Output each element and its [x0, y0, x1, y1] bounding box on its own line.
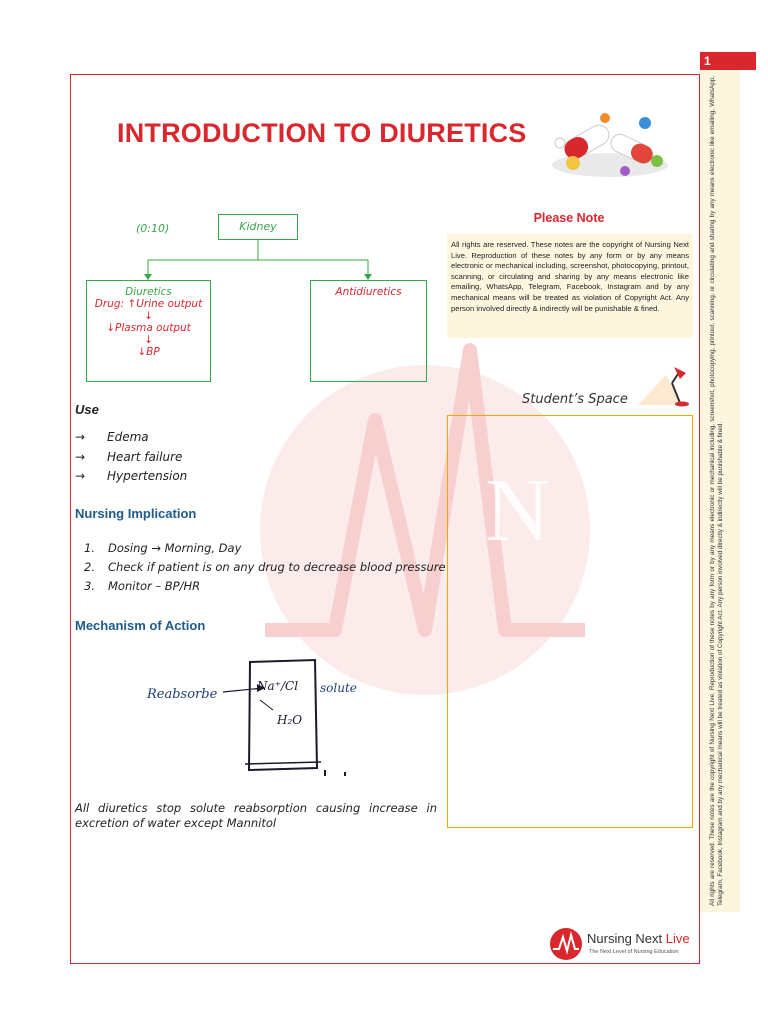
diuretics-line-plasma: ↓Plasma output	[106, 322, 191, 334]
please-note-box: All rights are reserved. These notes are the copyright of Nursing Next Live. Reproduction of these notes by any form or by any means electronic or mechanical including, screenshot, photocopying, printout, scanning, or circulating and sharing by any means electronic like emailing, WhatsApp, Telegram, Facebook, Instagram and by any mechanical means will be treated as violation of Copyright Act. Any person involved directly & indirectly will be punishable & fined.	[447, 234, 693, 338]
sketch-label-ions: Na⁺/Cl	[257, 679, 299, 693]
list-item: 3. Monitor – BP/HR	[84, 579, 201, 593]
list-item: → Heart failure	[75, 450, 187, 470]
diagram-code: (0:10)	[136, 222, 170, 235]
diuretics-line-bp: ↓BP	[137, 346, 160, 358]
nursing-list	[84, 541, 446, 598]
diuretics-line-urine: Drug: ↑Urine output	[94, 298, 203, 310]
logo-wordmark: Nursing Next Live	[587, 931, 690, 946]
use-list	[75, 430, 187, 489]
sketch-label-reabsorb: Reabsorbe	[147, 687, 218, 702]
mechanism-text: All diuretics stop solute reabsorption causing increase in excretion of water except Mannitol	[75, 801, 437, 830]
please-note-heading: Please Note	[533, 211, 605, 225]
page-number: 1	[700, 52, 756, 70]
arrow-icon: →	[75, 430, 86, 444]
kidney-node: Kidney	[218, 214, 298, 240]
list-item: → Edema	[75, 430, 187, 450]
diuretics-node	[86, 280, 211, 382]
list-item: → Hypertension	[75, 469, 187, 489]
use-heading: Use	[75, 402, 99, 417]
sketch-label-solute: solute	[320, 681, 357, 695]
diuretics-arrow-2: ↓	[144, 334, 153, 346]
nursing-next-live-logo-icon	[549, 927, 583, 961]
diuretics-arrow-1: ↓	[144, 310, 153, 322]
pills-image	[545, 103, 675, 183]
sketch-label-water: H₂O	[277, 713, 303, 727]
antidiuretics-heading: Antidiuretics	[335, 286, 402, 298]
mechanism-heading: Mechanism of Action	[75, 618, 206, 633]
diuretics-heading: Diuretics	[125, 286, 172, 298]
page-title: INTRODUCTION TO DIURETICS	[117, 118, 527, 148]
list-item: 2. Check if patient is on any drug to decrease blood pressure	[84, 560, 446, 574]
logo-tagline: The Next Level of Nursing Education	[589, 949, 679, 955]
side-copyright-text: All rights are reserved. These notes are the copyright of Nursing Next Live. Reproduction of these notes by any form or by any means electronic or mechanical including, screenshot, photocopying, printout, scanning, or circulating and sharing by any means electronic like emailing, WhatsApp, Telegram, Facebook, Instagram and by any mechanical means will be treated as violation of Copyright Act. Any person involved directly & indirectly will be punishable & fined.	[709, 76, 724, 906]
diagram-connectors	[140, 240, 380, 282]
arrow-icon: →	[75, 469, 86, 483]
student-space-heading: Student’s Space	[522, 392, 628, 407]
desk-lamp-icon	[636, 365, 692, 407]
svg-text:N: N	[485, 461, 550, 560]
mechanism-sketch	[145, 650, 375, 780]
student-space-box[interactable]	[447, 415, 693, 828]
antidiuretics-node	[310, 280, 427, 382]
list-item: 1. Dosing → Morning, Day	[84, 541, 242, 555]
nursing-implication-heading: Nursing Implication	[75, 506, 197, 521]
arrow-icon: →	[75, 449, 86, 464]
